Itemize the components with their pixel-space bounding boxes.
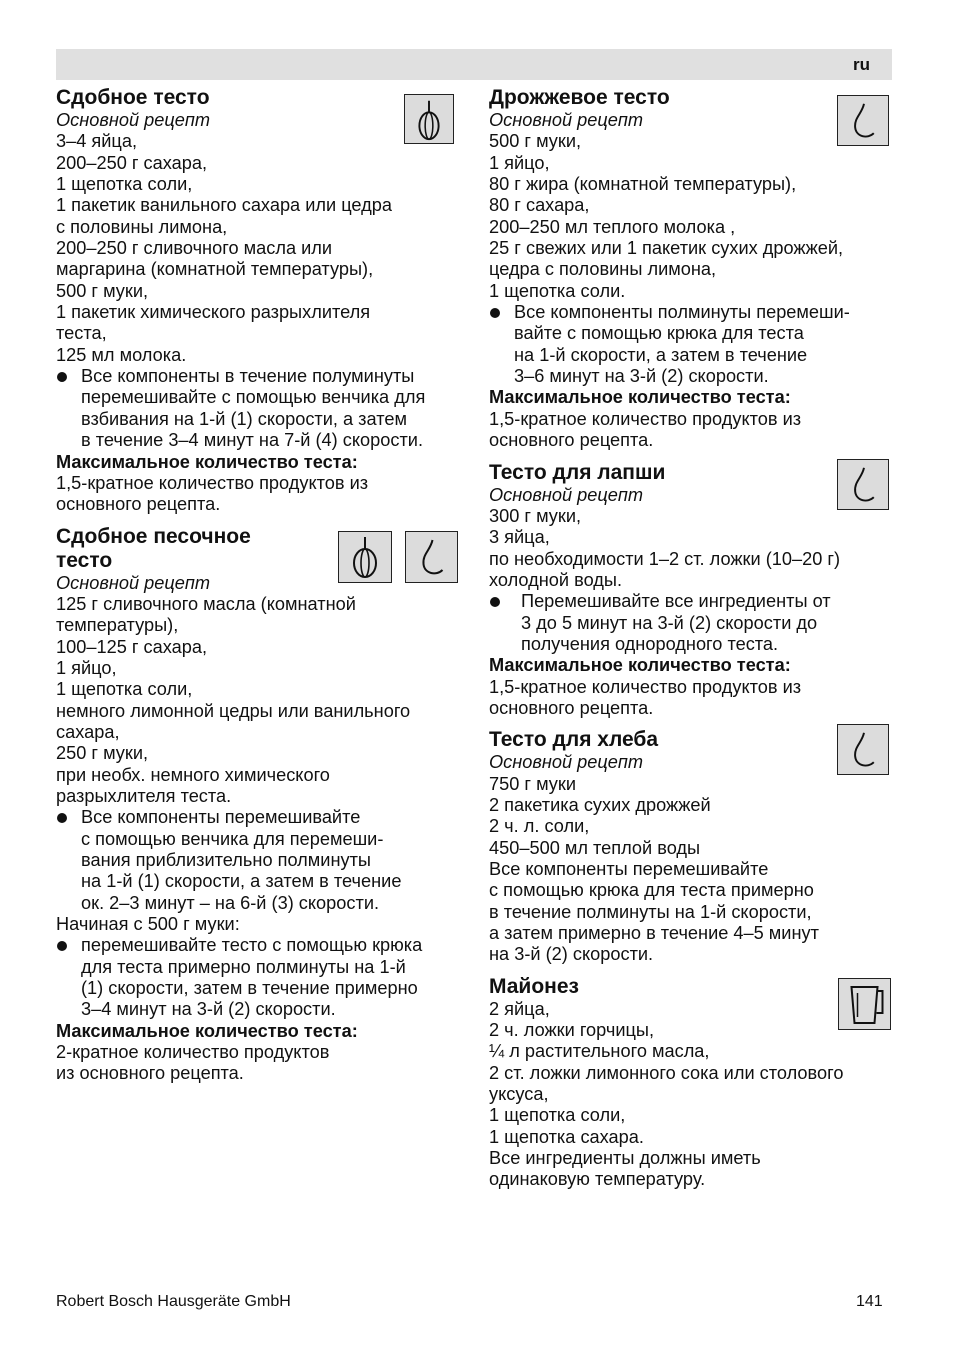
max-amount-text: основного рецепта. bbox=[489, 697, 654, 718]
instruction-line: а затем примерно в течение 4–5 минут bbox=[489, 923, 819, 944]
ingredient-line: 1 щепотка сахара. bbox=[489, 1126, 644, 1147]
dough-hook-icon bbox=[837, 459, 889, 510]
section-sdobnoe bbox=[56, 86, 458, 516]
ingredient-line: 1 щепотка соли, bbox=[489, 1105, 626, 1126]
instruction-line: Все компоненты в течение полуминуты bbox=[81, 366, 415, 387]
ingredient-line: 750 г муки bbox=[489, 773, 577, 794]
max-amount-text: основного рецепта. bbox=[56, 494, 221, 515]
whisk-icon bbox=[404, 94, 454, 144]
section-title: Майонез bbox=[489, 974, 579, 998]
section-title: Тесто для хлеба bbox=[489, 728, 659, 752]
instruction-line: перемешивайте тесто с помощью крюка bbox=[81, 935, 423, 956]
ingredient-line: 1 щепотка соли, bbox=[56, 174, 193, 195]
ingredient-line: 300 г муки, bbox=[489, 505, 582, 526]
max-amount-text: основного рецепта. bbox=[489, 430, 654, 451]
header-bar bbox=[56, 49, 892, 80]
blender-jug-icon bbox=[838, 978, 891, 1030]
instruction-line: Все компоненты перемешивайте bbox=[489, 859, 769, 879]
instruction-line: на 1-й (1) скорости, а затем в течение bbox=[81, 871, 402, 892]
instruction-line: на 3-й (2) скорости. bbox=[489, 944, 654, 965]
ingredient-line: 1 щепотка соли, bbox=[56, 679, 193, 700]
ingredient-line: температуры), bbox=[56, 615, 179, 636]
instruction-line: Перемешивайте все ингредиенты от bbox=[521, 591, 831, 612]
instruction-line: получения однородного теста. bbox=[521, 633, 779, 654]
instruction-line: вания приблизительно полминуты bbox=[81, 850, 371, 870]
dough-hook-icon bbox=[837, 95, 889, 146]
footer-company: Robert Bosch Hausgeräte GmbH bbox=[56, 1293, 291, 1310]
ingredient-line: по необходимости 1–2 ст. ложки (10–20 г) bbox=[489, 548, 841, 569]
instruction-line: Все ингредиенты должны иметь bbox=[489, 1148, 761, 1169]
max-amount-label: Максимальное количество теста: bbox=[56, 1020, 358, 1041]
ingredient-line: маргарина (комнатной температуры), bbox=[56, 259, 374, 280]
ingredient-line: уксуса, bbox=[489, 1084, 549, 1105]
section-title: Дрожжевое тесто bbox=[489, 86, 670, 109]
max-amount-text: 1,5-кратное количество продуктов из bbox=[489, 676, 802, 697]
instruction-line: 3–6 минут на 3-й (2) скорости. bbox=[514, 366, 769, 387]
instruction-line: 3–4 минут на 3-й (2) скорости. bbox=[81, 999, 336, 1020]
whisk-icon bbox=[338, 531, 392, 583]
from-500g-note: Начиная с 500 г муки: bbox=[56, 914, 240, 935]
instruction-line: в течение полминуты на 1-й скорости, bbox=[489, 901, 812, 922]
ingredient-line: 200–250 мл теплого молока , bbox=[489, 216, 736, 237]
instruction-line: (1) скорости, затем в течение примерно bbox=[81, 978, 418, 999]
instruction-line: взбивания на 1-й (1) скорости, а затем bbox=[81, 408, 407, 429]
instruction-bullet bbox=[489, 302, 891, 387]
instruction-bullet bbox=[489, 591, 891, 655]
ingredient-line: теста, bbox=[56, 323, 107, 344]
max-amount-text: 1,5-кратное количество продуктов из bbox=[489, 408, 802, 429]
ingredient-line: 80 г сахара, bbox=[489, 195, 590, 216]
instruction-line: с помощью венчика для перемеши- bbox=[81, 828, 384, 849]
ingredient-line: 100–125 г сахара, bbox=[56, 636, 208, 657]
ingredient-line: 1 щепотка соли. bbox=[489, 280, 626, 301]
instruction-bullet bbox=[56, 366, 458, 451]
ingredient-line: 25 г свежих или 1 пакетик сухих дрожжей, bbox=[489, 238, 844, 259]
ingredient-line: 200–250 г сливочного масла или bbox=[56, 238, 333, 259]
ingredient-line: ¼ л растительного масла, bbox=[489, 1041, 710, 1062]
left-column bbox=[56, 86, 458, 1085]
section-title-line2: тесто bbox=[56, 548, 113, 572]
dough-hook-icon bbox=[405, 531, 458, 583]
ingredient-line: 1 пакетик ванильного сахара или цедра bbox=[56, 195, 392, 216]
max-amount-label: Максимальное количество теста: bbox=[489, 387, 791, 408]
section-title-line1: Сдобное песочное bbox=[56, 524, 251, 548]
instruction-line: на 1-й скорости, а затем в течение bbox=[514, 344, 808, 365]
instruction-line: перемешивайте с помощью венчика для bbox=[81, 387, 426, 408]
ingredient-line: 500 г муки, bbox=[489, 131, 582, 152]
section-hleb bbox=[489, 728, 891, 965]
ingredient-line: 2 яйца, bbox=[489, 998, 550, 1019]
instruction-line: с помощью крюка для теста примерно bbox=[489, 880, 814, 901]
section-drozhzhevoe bbox=[489, 86, 891, 452]
ingredient-line: цедра с половины лимона, bbox=[489, 259, 717, 280]
ingredient-line: 2 ст. ложки лимонного сока или столового bbox=[489, 1062, 844, 1083]
ingredient-line: 1 яйцо, bbox=[56, 657, 117, 678]
ingredient-line: 500 г муки, bbox=[56, 280, 149, 301]
ingredient-line: 125 мл молока. bbox=[56, 344, 187, 365]
instruction-bullet bbox=[56, 935, 458, 1020]
section-subtitle: Основной рецепт bbox=[56, 572, 211, 593]
page-number: 141 bbox=[856, 1293, 883, 1310]
section-lapsha bbox=[489, 461, 891, 720]
max-amount-text: 1,5-кратное количество продуктов из bbox=[56, 472, 369, 493]
ingredient-line: 1 пакетик химического разрыхлителя bbox=[56, 302, 371, 323]
max-amount-label: Максимальное количество теста: bbox=[56, 451, 358, 472]
ingredient-line: 450–500 мл теплой воды bbox=[489, 837, 701, 858]
instruction-line: для теста примерно полминуты на 1-й bbox=[81, 956, 406, 977]
instruction-line: одинаковую температуру. bbox=[489, 1169, 706, 1190]
instruction-line: ок. 2–3 минут – на 6-й (3) скорости. bbox=[81, 892, 380, 913]
ingredient-line: немного лимонной цедры или ванильного bbox=[56, 700, 411, 721]
ingredient-line: 200–250 г сахара, bbox=[56, 152, 208, 173]
max-amount-label: Максимальное количество теста: bbox=[489, 655, 791, 676]
instruction-line: Все компоненты перемешивайте bbox=[81, 807, 361, 828]
max-amount-text: из основного рецепта. bbox=[56, 1063, 244, 1084]
ingredient-line: 2 ч. л. соли, bbox=[489, 816, 590, 837]
ingredient-line: разрыхлителя теста. bbox=[56, 785, 232, 806]
section-mayonez bbox=[489, 975, 891, 1191]
ingredient-line: при необх. немного химического bbox=[56, 764, 330, 785]
instruction-line: 3 до 5 минут на 3-й (2) скорости до bbox=[521, 612, 818, 633]
ingredient-line: 125 г сливочного масла (комнатной bbox=[56, 593, 356, 614]
instruction-line: в течение 3–4 минут на 7-й (4) скорости. bbox=[81, 430, 424, 451]
ingredient-line: сахара, bbox=[56, 721, 120, 742]
section-subtitle: Основной рецепт bbox=[56, 110, 211, 130]
ingredient-line: 1 яйцо, bbox=[489, 152, 550, 173]
section-title: Тесто для лапши bbox=[489, 460, 666, 484]
ingredient-line: 3–4 яйца, bbox=[56, 131, 137, 152]
section-subtitle: Основной рецепт bbox=[489, 484, 644, 505]
instruction-line: вайте с помощью крюка для теста bbox=[514, 323, 804, 344]
section-subtitle: Основной рецепт bbox=[489, 752, 644, 773]
ingredient-line: 2 ч. ложки горчицы, bbox=[489, 1020, 655, 1041]
max-amount-text: 2-кратное количество продуктов bbox=[56, 1042, 330, 1063]
ingredient-line: холодной воды. bbox=[489, 569, 623, 590]
ingredient-line: 3 яйца, bbox=[489, 527, 550, 548]
section-subtitle: Основной рецепт bbox=[489, 110, 644, 130]
right-column bbox=[489, 86, 891, 1191]
section-pesochnoe bbox=[56, 525, 458, 1085]
ingredient-line: 250 г муки, bbox=[56, 743, 149, 764]
ingredient-line: 2 пакетика сухих дрожжей bbox=[489, 794, 711, 815]
ingredient-line: 80 г жира (комнатной температуры), bbox=[489, 174, 797, 195]
dough-hook-icon bbox=[837, 724, 889, 775]
instruction-bullet bbox=[56, 807, 458, 914]
instruction-line: Все компоненты полминуты перемеши- bbox=[514, 302, 850, 323]
ingredient-line: с половины лимона, bbox=[56, 216, 228, 237]
language-code: ru bbox=[853, 55, 870, 74]
section-title: Сдобное тесто bbox=[56, 86, 210, 109]
